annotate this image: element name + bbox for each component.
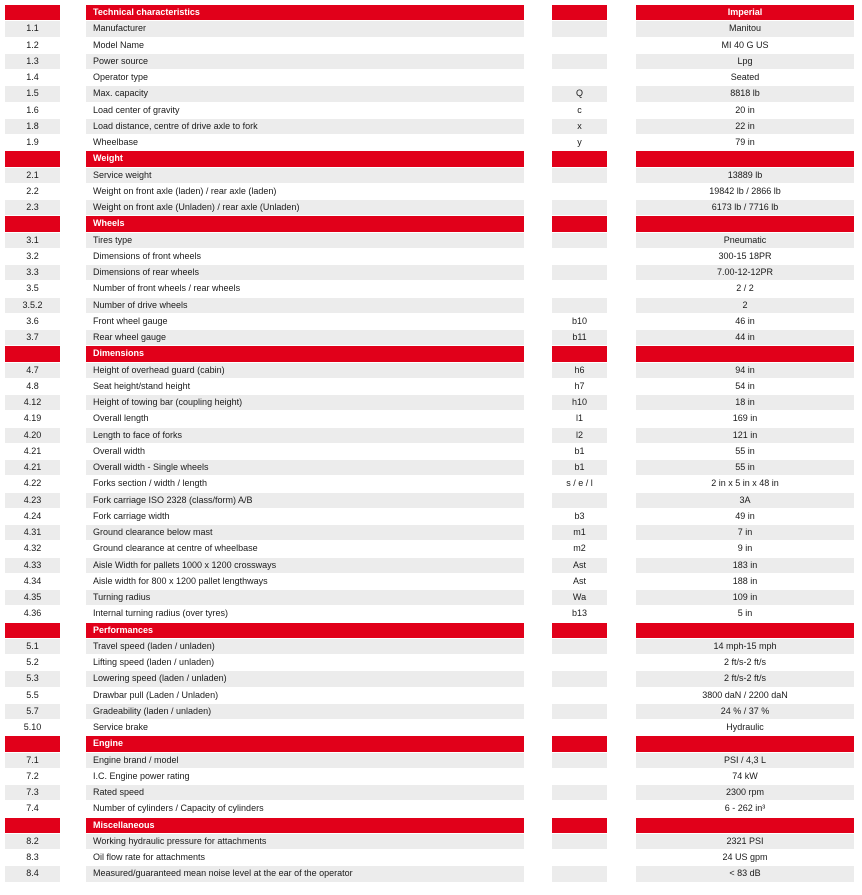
row-symbol bbox=[552, 866, 607, 881]
row-value: Pneumatic bbox=[636, 233, 854, 248]
row-number: 5.10 bbox=[5, 720, 60, 735]
row-value: 44 in bbox=[636, 330, 854, 345]
row-number: 2.2 bbox=[5, 184, 60, 199]
row-label: Aisle Width for pallets 1000 x 1200 crossways bbox=[86, 558, 524, 573]
row-label: Wheelbase bbox=[86, 135, 524, 150]
row-symbol bbox=[552, 281, 607, 296]
row-number: 4.21 bbox=[5, 460, 60, 475]
row-label: Power source bbox=[86, 54, 524, 69]
section-symbol-cell bbox=[552, 216, 607, 231]
row-symbol bbox=[552, 834, 607, 849]
row-value: 18 in bbox=[636, 395, 854, 410]
row-symbol bbox=[552, 704, 607, 719]
row-symbol bbox=[552, 265, 607, 280]
row-label: Height of overhead guard (cabin) bbox=[86, 363, 524, 378]
row-label: Weight on front axle (Unladen) / rear axle (Unladen) bbox=[86, 200, 524, 215]
row-label: Dimensions of rear wheels bbox=[86, 265, 524, 280]
row-number: 7.2 bbox=[5, 769, 60, 784]
row-label: Overall length bbox=[86, 411, 524, 426]
table-row bbox=[0, 233, 862, 249]
row-number: 2.3 bbox=[5, 200, 60, 215]
row-number: 3.2 bbox=[5, 249, 60, 264]
table-row bbox=[0, 135, 862, 151]
row-number: 5.1 bbox=[5, 639, 60, 654]
row-symbol: h7 bbox=[552, 379, 607, 394]
table-row bbox=[0, 493, 862, 509]
row-label: Seat height/stand height bbox=[86, 379, 524, 394]
table-row bbox=[0, 590, 862, 606]
section-symbol-cell bbox=[552, 736, 607, 751]
row-number: 7.3 bbox=[5, 785, 60, 800]
row-symbol: m2 bbox=[552, 541, 607, 556]
row-value: 24 % / 37 % bbox=[636, 704, 854, 719]
table-row bbox=[0, 184, 862, 200]
row-value: 24 US gpm bbox=[636, 850, 854, 865]
row-number: 4.21 bbox=[5, 444, 60, 459]
row-label: Load distance, centre of drive axle to fork bbox=[86, 119, 524, 134]
row-symbol bbox=[552, 38, 607, 53]
table-row bbox=[0, 753, 862, 769]
row-label: Gradeability (laden / unladen) bbox=[86, 704, 524, 719]
row-value: 13889 lb bbox=[636, 168, 854, 183]
row-value: MI 40 G US bbox=[636, 38, 854, 53]
row-value: 20 in bbox=[636, 103, 854, 118]
row-symbol bbox=[552, 168, 607, 183]
row-label: Fork carriage ISO 2328 (class/form) A/B bbox=[86, 493, 524, 508]
table-row bbox=[0, 769, 862, 785]
section-num-cell bbox=[5, 736, 60, 751]
row-value: 19842 lb / 2866 lb bbox=[636, 184, 854, 199]
table-row bbox=[0, 70, 862, 86]
row-value: Seated bbox=[636, 70, 854, 85]
table-row bbox=[0, 558, 862, 574]
section-title: Weight bbox=[86, 151, 524, 166]
row-label: Rear wheel gauge bbox=[86, 330, 524, 345]
row-value: 5 in bbox=[636, 606, 854, 621]
row-label: Max. capacity bbox=[86, 86, 524, 101]
row-number: 1.9 bbox=[5, 135, 60, 150]
row-symbol bbox=[552, 720, 607, 735]
row-value: 22 in bbox=[636, 119, 854, 134]
row-value: 55 in bbox=[636, 460, 854, 475]
row-value: 188 in bbox=[636, 574, 854, 589]
row-number: 3.7 bbox=[5, 330, 60, 345]
table-row bbox=[0, 606, 862, 622]
row-symbol: Ast bbox=[552, 574, 607, 589]
section-title: Performances bbox=[86, 623, 524, 638]
table-row bbox=[0, 86, 862, 102]
section-value-cell bbox=[636, 736, 854, 751]
row-label: Internal turning radius (over tyres) bbox=[86, 606, 524, 621]
row-label: Turning radius bbox=[86, 590, 524, 605]
section-title: Dimensions bbox=[86, 346, 524, 361]
row-label: Height of towing bar (coupling height) bbox=[86, 395, 524, 410]
row-symbol bbox=[552, 785, 607, 800]
table-row bbox=[0, 200, 862, 216]
row-label: Dimensions of front wheels bbox=[86, 249, 524, 264]
table-row bbox=[0, 314, 862, 330]
row-number: 1.8 bbox=[5, 119, 60, 134]
row-number: 1.3 bbox=[5, 54, 60, 69]
row-value: 8818 lb bbox=[636, 86, 854, 101]
table-row bbox=[0, 21, 862, 37]
row-label: Forks section / width / length bbox=[86, 476, 524, 491]
section-value-cell bbox=[636, 818, 854, 833]
row-number: 4.8 bbox=[5, 379, 60, 394]
row-symbol: h10 bbox=[552, 395, 607, 410]
row-value: 3A bbox=[636, 493, 854, 508]
table-row bbox=[0, 655, 862, 671]
row-symbol: Q bbox=[552, 86, 607, 101]
table-header-row bbox=[0, 5, 862, 21]
spec-table bbox=[0, 5, 862, 883]
row-value: 9 in bbox=[636, 541, 854, 556]
row-label: Service brake bbox=[86, 720, 524, 735]
row-label: Number of front wheels / rear wheels bbox=[86, 281, 524, 296]
row-number: 4.31 bbox=[5, 525, 60, 540]
table-row bbox=[0, 379, 862, 395]
section-header bbox=[0, 216, 862, 232]
table-row bbox=[0, 509, 862, 525]
row-label: Aisle width for 800 x 1200 pallet lengthways bbox=[86, 574, 524, 589]
header-unit-system: Imperial bbox=[636, 5, 854, 20]
row-value: Manitou bbox=[636, 21, 854, 36]
row-number: 4.22 bbox=[5, 476, 60, 491]
row-symbol: b3 bbox=[552, 509, 607, 524]
table-row bbox=[0, 281, 862, 297]
section-header bbox=[0, 818, 862, 834]
row-symbol: l1 bbox=[552, 411, 607, 426]
row-value: 300-15 18PR bbox=[636, 249, 854, 264]
row-value: 7.00-12-12PR bbox=[636, 265, 854, 280]
row-number: 2.1 bbox=[5, 168, 60, 183]
row-symbol bbox=[552, 184, 607, 199]
row-label: Engine brand / model bbox=[86, 753, 524, 768]
row-value: 74 kW bbox=[636, 769, 854, 784]
table-row bbox=[0, 38, 862, 54]
row-symbol: l2 bbox=[552, 428, 607, 443]
row-number: 1.4 bbox=[5, 70, 60, 85]
section-symbol-cell bbox=[552, 818, 607, 833]
row-label: Weight on front axle (laden) / rear axle (laden) bbox=[86, 184, 524, 199]
table-row bbox=[0, 249, 862, 265]
row-number: 7.1 bbox=[5, 753, 60, 768]
table-row bbox=[0, 444, 862, 460]
row-label: Measured/guaranteed mean noise level at the ear of the operator bbox=[86, 866, 524, 881]
row-symbol: Wa bbox=[552, 590, 607, 605]
row-symbol bbox=[552, 298, 607, 313]
row-number: 8.3 bbox=[5, 850, 60, 865]
row-symbol bbox=[552, 70, 607, 85]
row-value: 79 in bbox=[636, 135, 854, 150]
row-value: 49 in bbox=[636, 509, 854, 524]
row-number: 8.4 bbox=[5, 866, 60, 881]
row-value: Hydraulic bbox=[636, 720, 854, 735]
section-num-cell bbox=[5, 346, 60, 361]
row-value: 94 in bbox=[636, 363, 854, 378]
row-value: 3800 daN / 2200 daN bbox=[636, 688, 854, 703]
table-row bbox=[0, 639, 862, 655]
table-row bbox=[0, 671, 862, 687]
row-label: Overall width - Single wheels bbox=[86, 460, 524, 475]
row-symbol: y bbox=[552, 135, 607, 150]
row-label: Number of drive wheels bbox=[86, 298, 524, 313]
row-value: Lpg bbox=[636, 54, 854, 69]
table-row bbox=[0, 541, 862, 557]
section-header bbox=[0, 736, 862, 752]
row-number: 4.23 bbox=[5, 493, 60, 508]
row-label: Manufacturer bbox=[86, 21, 524, 36]
row-number: 3.6 bbox=[5, 314, 60, 329]
table-row bbox=[0, 265, 862, 281]
row-label: Travel speed (laden / unladen) bbox=[86, 639, 524, 654]
row-value: < 83 dB bbox=[636, 866, 854, 881]
row-number: 3.5 bbox=[5, 281, 60, 296]
row-number: 3.1 bbox=[5, 233, 60, 248]
row-value: 2 in x 5 in x 48 in bbox=[636, 476, 854, 491]
row-label: Oil flow rate for attachments bbox=[86, 850, 524, 865]
row-number: 5.5 bbox=[5, 688, 60, 703]
table-row bbox=[0, 704, 862, 720]
row-label: Front wheel gauge bbox=[86, 314, 524, 329]
row-number: 4.24 bbox=[5, 509, 60, 524]
row-symbol: b1 bbox=[552, 444, 607, 459]
row-label: Overall width bbox=[86, 444, 524, 459]
row-symbol: h6 bbox=[552, 363, 607, 378]
row-value: PSI / 4,3 L bbox=[636, 753, 854, 768]
section-title: Engine bbox=[86, 736, 524, 751]
row-value: 2 / 2 bbox=[636, 281, 854, 296]
table-row bbox=[0, 574, 862, 590]
row-symbol: m1 bbox=[552, 525, 607, 540]
row-label: Load center of gravity bbox=[86, 103, 524, 118]
row-symbol bbox=[552, 233, 607, 248]
row-number: 1.5 bbox=[5, 86, 60, 101]
table-row bbox=[0, 688, 862, 704]
row-symbol bbox=[552, 54, 607, 69]
row-value: 2 ft/s-2 ft/s bbox=[636, 655, 854, 670]
row-value: 109 in bbox=[636, 590, 854, 605]
row-label: Model Name bbox=[86, 38, 524, 53]
row-label: Length to face of forks bbox=[86, 428, 524, 443]
row-label: I.C. Engine power rating bbox=[86, 769, 524, 784]
table-row bbox=[0, 866, 862, 882]
row-number: 8.2 bbox=[5, 834, 60, 849]
row-number: 4.34 bbox=[5, 574, 60, 589]
row-symbol bbox=[552, 200, 607, 215]
section-value-cell bbox=[636, 216, 854, 231]
row-label: Operator type bbox=[86, 70, 524, 85]
section-num-cell bbox=[5, 151, 60, 166]
row-number: 5.3 bbox=[5, 671, 60, 686]
row-label: Fork carriage width bbox=[86, 509, 524, 524]
table-row bbox=[0, 168, 862, 184]
row-symbol: b13 bbox=[552, 606, 607, 621]
row-value: 169 in bbox=[636, 411, 854, 426]
row-number: 4.33 bbox=[5, 558, 60, 573]
section-num-cell bbox=[5, 818, 60, 833]
table-row bbox=[0, 801, 862, 817]
row-label: Ground clearance at centre of wheelbase bbox=[86, 541, 524, 556]
row-number: 5.2 bbox=[5, 655, 60, 670]
row-symbol bbox=[552, 688, 607, 703]
table-row bbox=[0, 785, 862, 801]
row-number: 7.4 bbox=[5, 801, 60, 816]
table-row bbox=[0, 850, 862, 866]
header-title: Technical characteristics bbox=[86, 5, 524, 20]
row-symbol: Ast bbox=[552, 558, 607, 573]
row-symbol bbox=[552, 639, 607, 654]
row-symbol bbox=[552, 249, 607, 264]
table-row bbox=[0, 834, 862, 850]
table-row bbox=[0, 363, 862, 379]
section-num-cell bbox=[5, 623, 60, 638]
row-label: Service weight bbox=[86, 168, 524, 183]
row-symbol bbox=[552, 655, 607, 670]
row-value: 121 in bbox=[636, 428, 854, 443]
section-symbol-cell bbox=[552, 623, 607, 638]
row-symbol bbox=[552, 769, 607, 784]
table-row bbox=[0, 411, 862, 427]
row-number: 3.3 bbox=[5, 265, 60, 280]
section-header bbox=[0, 151, 862, 167]
table-row bbox=[0, 720, 862, 736]
row-symbol bbox=[552, 850, 607, 865]
row-number: 1.6 bbox=[5, 103, 60, 118]
table-row bbox=[0, 330, 862, 346]
row-symbol bbox=[552, 753, 607, 768]
row-label: Ground clearance below mast bbox=[86, 525, 524, 540]
row-symbol: x bbox=[552, 119, 607, 134]
row-symbol bbox=[552, 801, 607, 816]
table-row bbox=[0, 395, 862, 411]
row-number: 5.7 bbox=[5, 704, 60, 719]
row-value: 2 bbox=[636, 298, 854, 313]
row-value: 2 ft/s-2 ft/s bbox=[636, 671, 854, 686]
table-row bbox=[0, 54, 862, 70]
row-label: Lowering speed (laden / unladen) bbox=[86, 671, 524, 686]
row-label: Drawbar pull (Laden / Unladen) bbox=[86, 688, 524, 703]
header-num-cell bbox=[5, 5, 60, 20]
section-header bbox=[0, 346, 862, 362]
row-number: 4.7 bbox=[5, 363, 60, 378]
row-symbol: s / e / l bbox=[552, 476, 607, 491]
table-row bbox=[0, 525, 862, 541]
row-number: 4.12 bbox=[5, 395, 60, 410]
header-symbol-cell bbox=[552, 5, 607, 20]
table-row bbox=[0, 103, 862, 119]
row-label: Rated speed bbox=[86, 785, 524, 800]
row-value: 46 in bbox=[636, 314, 854, 329]
row-value: 6 - 262 in³ bbox=[636, 801, 854, 816]
row-value: 183 in bbox=[636, 558, 854, 573]
row-value: 54 in bbox=[636, 379, 854, 394]
row-number: 3.5.2 bbox=[5, 298, 60, 313]
row-number: 1.2 bbox=[5, 38, 60, 53]
row-value: 55 in bbox=[636, 444, 854, 459]
section-value-cell bbox=[636, 346, 854, 361]
table-row bbox=[0, 428, 862, 444]
row-value: 7 in bbox=[636, 525, 854, 540]
section-value-cell bbox=[636, 623, 854, 638]
row-symbol bbox=[552, 493, 607, 508]
row-number: 4.19 bbox=[5, 411, 60, 426]
section-header bbox=[0, 623, 862, 639]
table-row bbox=[0, 298, 862, 314]
section-symbol-cell bbox=[552, 151, 607, 166]
section-title: Wheels bbox=[86, 216, 524, 231]
row-symbol: b10 bbox=[552, 314, 607, 329]
row-label: Tires type bbox=[86, 233, 524, 248]
row-number: 4.32 bbox=[5, 541, 60, 556]
row-value: 2300 rpm bbox=[636, 785, 854, 800]
row-value: 14 mph-15 mph bbox=[636, 639, 854, 654]
table-row bbox=[0, 476, 862, 492]
section-num-cell bbox=[5, 216, 60, 231]
row-symbol: c bbox=[552, 103, 607, 118]
table-row bbox=[0, 460, 862, 476]
row-symbol: b1 bbox=[552, 460, 607, 475]
row-number: 1.1 bbox=[5, 21, 60, 36]
row-number: 4.20 bbox=[5, 428, 60, 443]
row-number: 4.35 bbox=[5, 590, 60, 605]
row-value: 6173 lb / 7716 lb bbox=[636, 200, 854, 215]
row-label: Number of cylinders / Capacity of cylinders bbox=[86, 801, 524, 816]
section-symbol-cell bbox=[552, 346, 607, 361]
row-symbol: b11 bbox=[552, 330, 607, 345]
row-label: Working hydraulic pressure for attachments bbox=[86, 834, 524, 849]
row-symbol bbox=[552, 21, 607, 36]
section-value-cell bbox=[636, 151, 854, 166]
row-value: 2321 PSI bbox=[636, 834, 854, 849]
row-symbol bbox=[552, 671, 607, 686]
section-title: Miscellaneous bbox=[86, 818, 524, 833]
row-number: 4.36 bbox=[5, 606, 60, 621]
table-row bbox=[0, 119, 862, 135]
row-label: Lifting speed (laden / unladen) bbox=[86, 655, 524, 670]
